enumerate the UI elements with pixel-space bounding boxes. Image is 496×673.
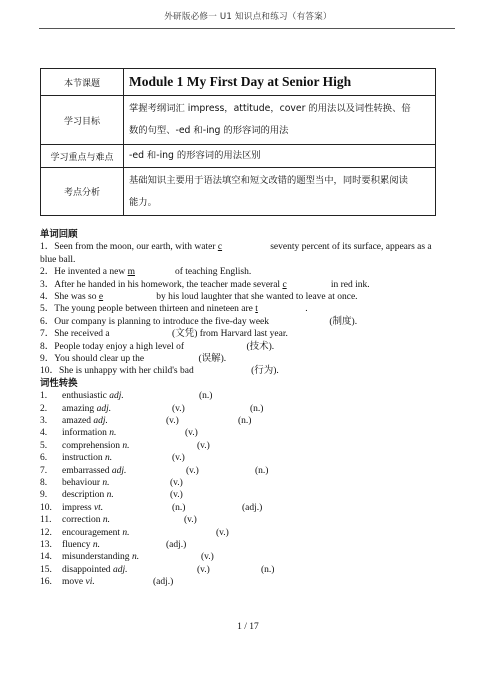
word-form-item xyxy=(40,514,460,526)
item-number: 7. xyxy=(40,465,48,476)
item-number: 15. xyxy=(40,564,52,575)
label-analysis: 考点分析 xyxy=(41,168,124,216)
word-form-item xyxy=(40,564,460,576)
answer-blank xyxy=(128,266,173,278)
form-slot: (v.) xyxy=(170,490,183,501)
word xyxy=(62,465,126,477)
blank-hint-letter: e xyxy=(98,292,104,303)
item-number: 3. xyxy=(40,416,48,427)
exercise-item xyxy=(40,328,460,340)
word-text: description xyxy=(62,490,105,501)
word xyxy=(62,415,108,427)
word xyxy=(62,390,124,402)
form-slot: (v.) xyxy=(170,478,183,489)
word-form-item xyxy=(40,452,460,464)
word-text: information xyxy=(62,428,107,439)
item-number: 1. xyxy=(40,391,48,402)
word-form-item xyxy=(40,539,460,551)
word-form-item xyxy=(40,527,460,539)
page-number: 1 / 17 xyxy=(237,622,259,632)
form-slot: (v.) xyxy=(166,416,179,427)
answer-blank xyxy=(282,279,328,291)
objectives-line-2: 数的句型、-ed 和-ing 的形容词的用法 xyxy=(129,125,289,136)
label-topic: 本节课题 xyxy=(41,69,124,96)
item-number: 8. xyxy=(40,478,48,489)
lesson-title: Module 1 My First Day at Senior High xyxy=(124,69,436,96)
section-title-word-review: 单词回顾 xyxy=(40,229,78,240)
word xyxy=(62,477,110,489)
item-number: 6． xyxy=(40,316,55,327)
item-number: 10． xyxy=(40,366,60,377)
item-number: 5． xyxy=(40,304,55,315)
form-slot: (adj.) xyxy=(166,539,187,550)
item-number: 10. xyxy=(40,502,52,513)
item-number: 13. xyxy=(40,539,52,550)
part-of-speech: n. xyxy=(90,539,100,550)
blank-hint-letter: m xyxy=(127,267,135,278)
word-text: comprehension xyxy=(62,440,121,451)
item-text: She was so xyxy=(54,292,99,303)
form-slot: (v.) xyxy=(172,403,185,414)
word-text: impress xyxy=(62,502,92,513)
form-slot: (v.) xyxy=(216,527,229,538)
word-text: encouragement xyxy=(62,527,121,538)
part-of-speech: n. xyxy=(129,552,140,563)
page-header: 外研版必修一 U1 知识点和练习（有答案） xyxy=(164,12,332,22)
word xyxy=(62,452,112,464)
item-number: 3． xyxy=(40,279,55,290)
blank-hint-letter: c xyxy=(217,242,223,253)
item-text-after: (误解). xyxy=(198,354,227,365)
part-of-speech: n. xyxy=(120,440,130,451)
analysis-line-1: 基础知识主要用于语法填空和短文改错的题型当中，同时要积累阅读 xyxy=(129,174,408,186)
word-text: amazed xyxy=(62,416,92,427)
part-of-speech: adj. xyxy=(94,403,112,414)
item-text-after: . xyxy=(305,304,308,315)
form-slot: (n.) xyxy=(199,391,213,402)
label-objectives: 学习目标 xyxy=(41,96,124,145)
table-row xyxy=(41,69,436,96)
word-form-item xyxy=(40,427,460,439)
key-points-cell: -ed 和-ing 的形容词的用法区别 xyxy=(124,145,436,168)
table-row xyxy=(41,168,436,216)
item-number: 5. xyxy=(40,440,48,451)
exercise-item xyxy=(40,353,460,365)
part-of-speech: adj. xyxy=(106,391,124,402)
exercise-item xyxy=(40,241,460,253)
item-text: The young people between thirteen and nineteen are xyxy=(54,304,256,315)
part-of-speech: vt. xyxy=(91,502,104,513)
item-text-after: (技术). xyxy=(246,341,275,352)
table-row xyxy=(41,145,436,168)
form-slot: (v.) xyxy=(172,453,185,464)
word xyxy=(62,489,114,501)
word xyxy=(62,551,139,563)
answer-blank xyxy=(255,303,308,315)
form-slot: (adj.) xyxy=(242,502,263,513)
objectives-cell xyxy=(124,96,436,145)
word-text: amazing xyxy=(62,403,95,414)
exercise-item xyxy=(40,279,460,291)
word xyxy=(62,576,95,588)
form-slot: (v.) xyxy=(186,465,199,476)
word-form-item xyxy=(40,502,460,514)
item-text: Our company is planning to introduce the five-day week xyxy=(54,316,272,327)
word-form-item xyxy=(40,576,460,588)
word xyxy=(62,440,130,452)
item-number: 8． xyxy=(40,341,55,352)
exercise-item xyxy=(40,365,460,377)
table-row xyxy=(41,96,436,145)
answer-blank xyxy=(218,241,268,253)
item-text-after: (行为). xyxy=(251,366,279,377)
analysis-line-2: 能力。 xyxy=(129,196,157,208)
objectives-line-1: 掌握考纲词汇 impress，attitude，cover 的用法以及词性转换、倍 xyxy=(129,103,411,114)
word-review-list xyxy=(40,241,460,377)
form-slot: (v.) xyxy=(184,515,197,526)
word xyxy=(62,514,110,526)
form-slot: (adj.) xyxy=(153,577,174,588)
word-text: behaviour xyxy=(62,478,100,489)
item-text: After he handed in his homework, the teacher made several xyxy=(54,279,283,290)
word-forms-list xyxy=(40,390,460,588)
part-of-speech: n. xyxy=(100,515,111,526)
item-number: 2． xyxy=(40,267,55,278)
part-of-speech: n. xyxy=(120,527,130,538)
word-form-item xyxy=(40,440,460,452)
item-number: 14. xyxy=(40,552,52,563)
item-text: He invented a new xyxy=(54,267,128,278)
word-text: misunderstanding xyxy=(62,552,130,563)
part-of-speech: adj. xyxy=(109,465,127,476)
form-slot: (n.) xyxy=(255,465,269,476)
word xyxy=(62,527,130,539)
word xyxy=(62,403,111,415)
item-text: You should clear up the xyxy=(54,354,147,365)
blank-hint-letter: t xyxy=(255,304,258,315)
exercise-content xyxy=(40,229,460,589)
form-slot: (n.) xyxy=(238,416,252,427)
item-number: 16. xyxy=(40,577,52,588)
part-of-speech: n. xyxy=(100,478,110,489)
part-of-speech: n. xyxy=(102,453,113,464)
word-text: instruction xyxy=(62,453,103,464)
form-slot: (v.) xyxy=(185,428,198,439)
item-text-after: (文凭) from Harvard last year. xyxy=(172,329,288,340)
part-of-speech: n. xyxy=(104,490,114,501)
exercise-item xyxy=(40,266,460,278)
word-form-item xyxy=(40,551,460,563)
blank-hint-letter: c xyxy=(282,279,287,290)
item-text: She received a xyxy=(54,329,113,340)
word xyxy=(62,564,127,576)
part-of-speech: adj. xyxy=(110,564,128,575)
item-text-after: seventy percent of its surface, appears as a xyxy=(267,242,432,253)
label-key-points: 学习重点与难点 xyxy=(41,145,124,168)
answer-blank xyxy=(99,291,154,303)
item-number: 6. xyxy=(40,453,48,464)
word-form-item xyxy=(40,415,460,427)
form-slot: (n.) xyxy=(250,403,264,414)
item-text-after: in red ink. xyxy=(328,279,370,290)
exercise-item xyxy=(40,291,460,303)
item-text-after: of teaching English. xyxy=(172,267,252,278)
item-number: 2. xyxy=(40,403,48,414)
item-number: 7． xyxy=(40,329,55,340)
form-slot: (v.) xyxy=(197,564,210,575)
item-text-after: by his loud laughter that she wanted to leave at once. xyxy=(153,292,358,303)
word-form-item xyxy=(40,465,460,477)
item-number: 9. xyxy=(40,490,48,501)
word-text: correction xyxy=(62,515,101,526)
exercise-item xyxy=(40,316,460,328)
item-number: 1． xyxy=(40,242,55,253)
exercise-item xyxy=(40,341,460,353)
part-of-speech: n. xyxy=(106,428,117,439)
header-rule xyxy=(39,28,455,29)
word-form-item xyxy=(40,390,460,402)
word-text: embarrassed xyxy=(62,465,110,476)
item-text: Seen from the moon, our earth, with water xyxy=(54,242,218,253)
item-number: 9． xyxy=(40,354,55,365)
form-slot: (n.) xyxy=(172,502,186,513)
form-slot: (n.) xyxy=(261,564,275,575)
word xyxy=(62,539,100,551)
item-text: She is unhappy with her child's bad xyxy=(59,366,197,377)
word xyxy=(62,427,116,439)
exercise-item xyxy=(40,254,460,266)
item-text: People today enjoy a high level of xyxy=(54,341,187,352)
item-text-after: (制度). xyxy=(329,316,358,327)
lesson-info-table xyxy=(40,68,436,216)
word-form-item xyxy=(40,403,460,415)
exercise-item xyxy=(40,303,460,315)
word-text: enthusiastic xyxy=(62,391,107,402)
item-number: 4. xyxy=(40,428,48,439)
item-text: blue ball. xyxy=(40,254,76,265)
part-of-speech: vi. xyxy=(83,577,95,588)
item-number: 12. xyxy=(40,527,52,538)
analysis-cell xyxy=(124,168,436,216)
word-form-item xyxy=(40,477,460,489)
word-text: move xyxy=(62,577,84,588)
word xyxy=(62,502,103,514)
item-number: 11. xyxy=(40,515,52,526)
word-form-item xyxy=(40,489,460,501)
form-slot: (v.) xyxy=(197,440,210,451)
part-of-speech: adj. xyxy=(91,416,108,427)
word-text: fluency xyxy=(62,539,91,550)
item-number: 4． xyxy=(40,292,55,303)
section-title-word-forms: 词性转换 xyxy=(40,377,78,389)
word-text: disappointed xyxy=(62,564,111,575)
form-slot: (v.) xyxy=(201,552,214,563)
